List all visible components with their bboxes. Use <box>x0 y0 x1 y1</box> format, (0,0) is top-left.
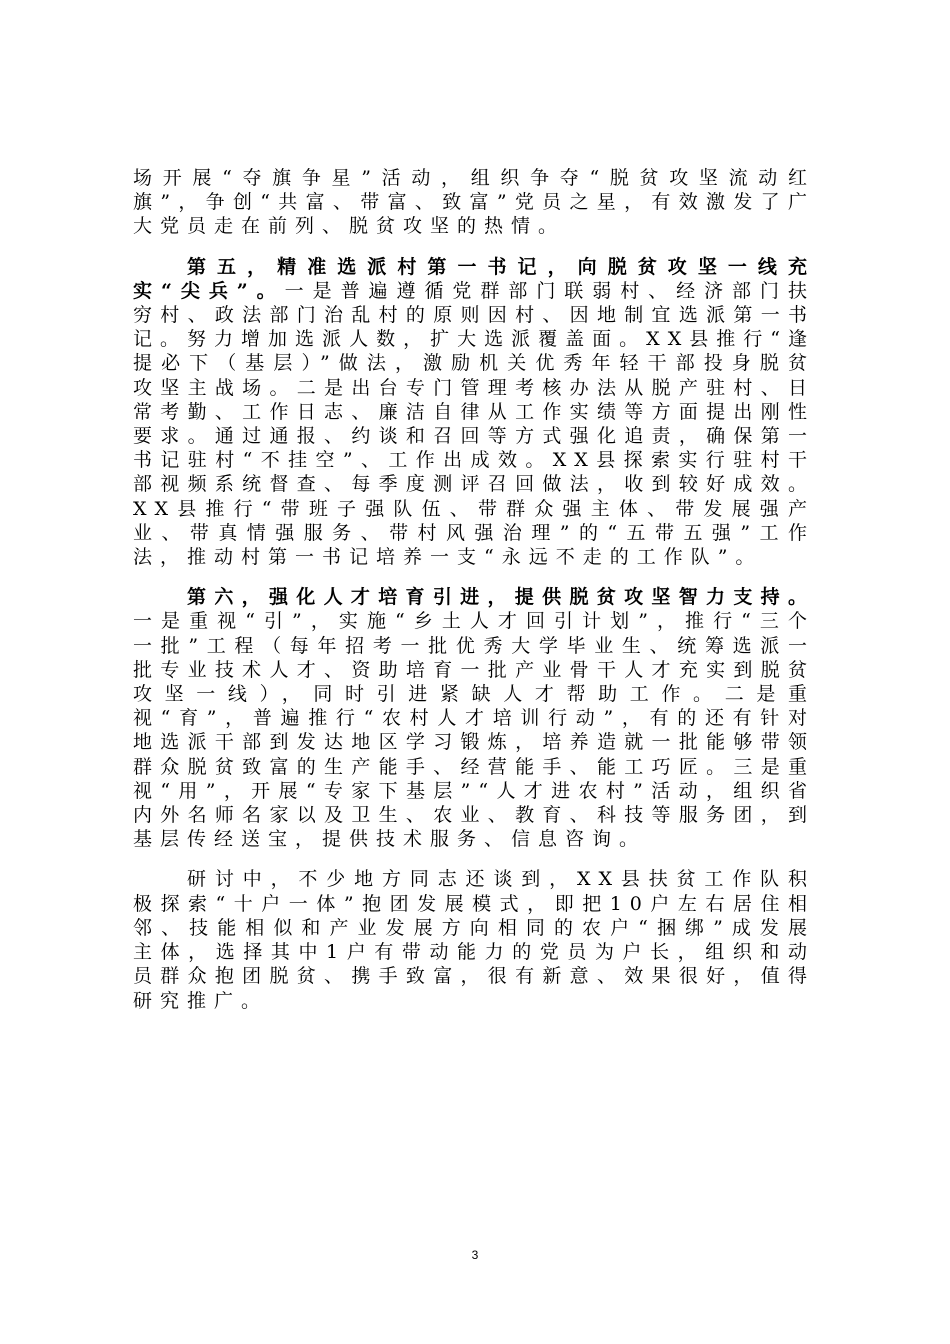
document-body <box>133 166 815 1013</box>
paragraph-section-five <box>133 255 815 570</box>
paragraph-text: 一是重视“引”，实施“乡土人才回引计划”，推行“三个一批”工程（每年招考一批优秀大学毕业生、统筹选派一批专业技术人才、资助培育一批产业骨干人才充实到脱贫攻坚一线），同时引进紧缺人才帮助工作。二是重视“育”，普遍推行“农村人才培训行动”，有的还有针对地选派干部到发达地区学习锻炼，培养造就一批能够带领群众脱贫致富的生产能手、经营能手、能工巧匠。三是重视“用”，开展“专家下基层”“人才进农村”活动，组织省内外名师名家以及卫生、农业、教育、科技等服务团，到基层传经送宝，提供技术服务、信息咨询。 <box>133 610 815 851</box>
paragraph-text: 研讨中，不少地方同志还谈到，XX县扶贫工作队积极探索“十户一体”抱团发展模式，即把10户左右居住相邻、技能相似和产业发展方向相同的农户“捆绑”成发展主体，选择其中1户有带动能力的党员为户长，组织和动员群众抱团脱贫、携手致富，很有新意、效果很好，值得研究推广。 <box>133 868 815 1012</box>
section-heading-six: 第六，强化人才培育引进，提供脱贫攻坚智力支持。 <box>187 586 815 609</box>
paragraph-continuation <box>133 166 815 239</box>
paragraph-text: 一是普遍遵循党群部门联弱村、经济部门扶穷村、政法部门治乱村的原则因村、因地制宜选派第一书记。努力增加选派人数，扩大选派覆盖面。XX县推行“逢提必下（基层）”做法，激励机关优秀年轻干部投身脱贫攻坚主战场。二是出台专门管理考核办法从脱产驻村、日常考勤、工作日志、廉洁自律从工作实绩等方面提出刚性要求。通过通报、约谈和召回等方式强化追责，确保第一书记驻村“不挂空”、工作出成效。XX县探索实行驻村干部视频系统督查、每季度测评召回做法，收到较好成效。XX县推行“带班子强队伍、带群众强主体、带发展强产业、带真情强服务、带村风强治理”的“五带五强”工作法，推动村第一书记培养一支“永远不走的工作队”。 <box>133 279 815 569</box>
page-number: 3 <box>471 1248 479 1262</box>
section-heading-five: 第五，精准选派村第一书记，向脱贫攻坚一线充实“尖兵”。 <box>133 255 815 302</box>
paragraph-discussion <box>133 867 815 1012</box>
paragraph-section-six <box>133 585 815 851</box>
paragraph-text: 场开展“夺旗争星”活动，组织争夺“脱贫攻坚流动红旗”，争创“共富、带富、致富”党员之星，有效激发了广大党员走在前列、脱贫攻坚的热情。 <box>133 167 815 238</box>
